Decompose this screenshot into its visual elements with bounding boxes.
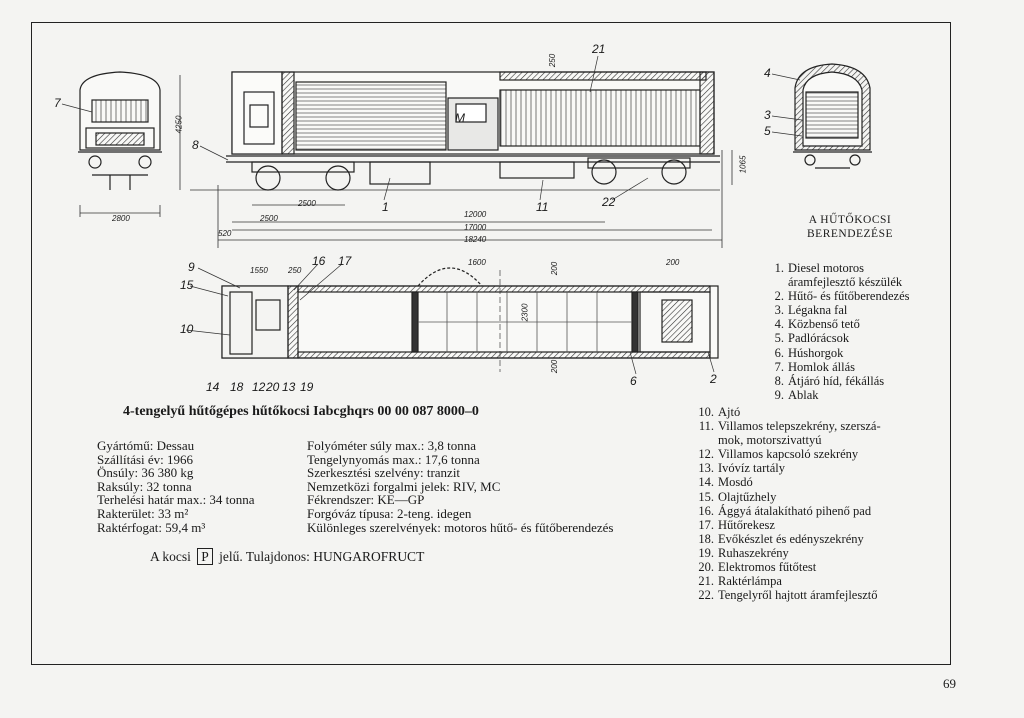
specs-left: [97, 439, 255, 534]
plan-view: [222, 268, 718, 372]
spec-axle-load: Tengelynyomás max.: 17,6 tonna: [307, 451, 480, 467]
dim-2500-bogie: 2500: [298, 199, 316, 208]
callout-6: 6: [630, 374, 637, 388]
spec-meter-weight: Folyóméter súly max.: 3,8 tonna: [307, 438, 476, 453]
legend-title: A HŰTŐKOCSI BERENDEZÉSE: [807, 214, 893, 240]
legend-item: 9. Ablak: [774, 387, 819, 402]
dim-17000: 17000: [464, 223, 487, 232]
callout-10: 10: [180, 322, 194, 336]
legend-item: 6. Húshorgok: [774, 345, 844, 360]
dim-200-top: 200: [550, 261, 560, 276]
legend-item: 8. Átjáró híd, fékállás: [774, 373, 885, 388]
dim-250-top: 250: [548, 53, 558, 68]
callout-8: 8: [192, 138, 199, 152]
owner-line: [150, 548, 424, 565]
dim-2300: 2300: [520, 303, 530, 322]
legend-item: 15. Olajtűzhely: [698, 489, 777, 504]
dim-1600: 1600: [468, 258, 486, 267]
callout-17: 17: [338, 254, 352, 268]
legend-item: 10. Ajtó: [698, 405, 741, 419]
legend-item: 14. Mosdó: [698, 475, 753, 490]
legend-item: 3. Légakna fal: [774, 303, 848, 318]
callout-3: 3: [764, 108, 771, 122]
spec-bogie-type: Forgóváz típusa: 2-teng. idegen: [307, 505, 472, 521]
legend-list-bottom: [692, 405, 881, 602]
spec-load-volume: Raktérfogat: 59,4 m³: [97, 519, 206, 535]
spec-tare-weight: Önsúly: 36 380 kg: [97, 465, 194, 481]
spec-manufacturer: Gyártómű: Dessau: [97, 438, 195, 453]
dim-2800: 2800: [112, 214, 130, 223]
callout-21: 21: [592, 42, 606, 56]
legend-item: 20. Elektromos fűtőtest: [698, 560, 817, 575]
callout-19: 19: [300, 380, 314, 394]
callout-16: 16: [312, 254, 326, 268]
end-section-view: [793, 64, 872, 168]
callout-13: 13: [282, 380, 296, 394]
legend-item: 5. Padlórácsok: [774, 331, 850, 346]
legend-item: 2. Hűtő- és fűtőberendezés: [774, 289, 910, 304]
specs-right: [307, 439, 613, 534]
legend-item: 22. Tengelyről hajtott áramfejlesztő: [698, 588, 878, 603]
spec-load-limit: Terhelési határ max.: 34 tonna: [97, 492, 255, 508]
legend-item: 12. Villamos kapcsoló szekrény: [698, 447, 859, 462]
owner-suffix: jelű. Tulajdonos: HUNGAROFRUCT: [219, 549, 425, 564]
legend-item: 21. Raktérlámpa: [698, 574, 782, 589]
dim-2500-overhang: 2500: [260, 214, 278, 223]
dim-250-plan: 250: [288, 266, 302, 275]
legend-item: 7. Homlok állás: [774, 359, 856, 374]
legend-item-cont: mok, motorszivattyú: [718, 433, 822, 448]
dim-4250: 4250: [174, 115, 184, 134]
dim-200-right: 200: [666, 258, 680, 267]
legend-item: 4. Közbenső tető: [774, 317, 860, 332]
callout-1: 1: [382, 200, 389, 214]
dim-1065: 1065: [738, 155, 748, 174]
dim-1550: 1550: [250, 266, 268, 275]
callout-4: 4: [764, 66, 771, 80]
page-number: 69: [943, 676, 956, 691]
callout-14: 14: [206, 380, 220, 394]
legend-item: 17. Hűtőrekesz: [698, 517, 775, 532]
callout-9: 9: [188, 260, 195, 274]
legend-item-cont: áramfejlesztő készülék: [788, 275, 903, 290]
callout-11: 11: [536, 200, 549, 214]
callout-2: 2: [710, 372, 717, 386]
dim-18240: 18240: [464, 235, 487, 244]
spec-delivery-year: Szállítási év: 1966: [97, 451, 194, 467]
legend-item: 1. Diesel motoros: [774, 261, 865, 275]
spec-payload: Raksúly: 32 tonna: [97, 478, 192, 494]
owner-p-box: P: [197, 548, 213, 565]
spec-gauge-profile: Szerkesztési szelvény: tranzit: [307, 465, 461, 481]
callout-18: 18: [230, 380, 244, 394]
legend-item: 11. Villamos telepszekrény, szerszá-: [698, 419, 881, 434]
callout-12: 12: [252, 380, 266, 394]
wagon-title: 4-tengelyű hűtőgépes hűtőkocsi Iabcghqrs 00 00 087 8000–0: [123, 404, 479, 419]
callout-20: 20: [266, 380, 280, 394]
callout-5: 5: [764, 124, 771, 138]
legend-item: 16. Ággyá átalakítható pihenő pad: [698, 503, 872, 518]
side-view: [226, 72, 720, 190]
dim-200-bottom: 200: [550, 359, 560, 374]
spec-brake-system: Fékrendszer: KE—GP: [307, 492, 425, 508]
legend-item: 18. Evőkészlet és edényszekrény: [698, 531, 864, 546]
legend-list-top: [762, 261, 909, 402]
front-end-view: [78, 72, 162, 190]
callout-22: 22: [602, 195, 616, 209]
logo-letter: M: [455, 111, 465, 125]
legend-item: 19. Ruhaszekrény: [698, 545, 789, 560]
owner-prefix: A kocsi: [150, 549, 191, 564]
spec-load-area: Rakterület: 33 m²: [97, 505, 189, 521]
callout-15: 15: [180, 278, 194, 292]
dim-12000: 12000: [464, 210, 487, 219]
dim-520: 520: [218, 229, 232, 238]
legend-item: 13. Ivóvíz tartály: [698, 461, 785, 476]
spec-traffic-marks: Nemzetközi forgalmi jelek: RIV, MC: [307, 478, 501, 494]
callout-7: 7: [54, 96, 61, 110]
spec-special-equipment: Különleges szerelvények: motoros hűtő- és fűtőberendezés: [307, 519, 614, 535]
